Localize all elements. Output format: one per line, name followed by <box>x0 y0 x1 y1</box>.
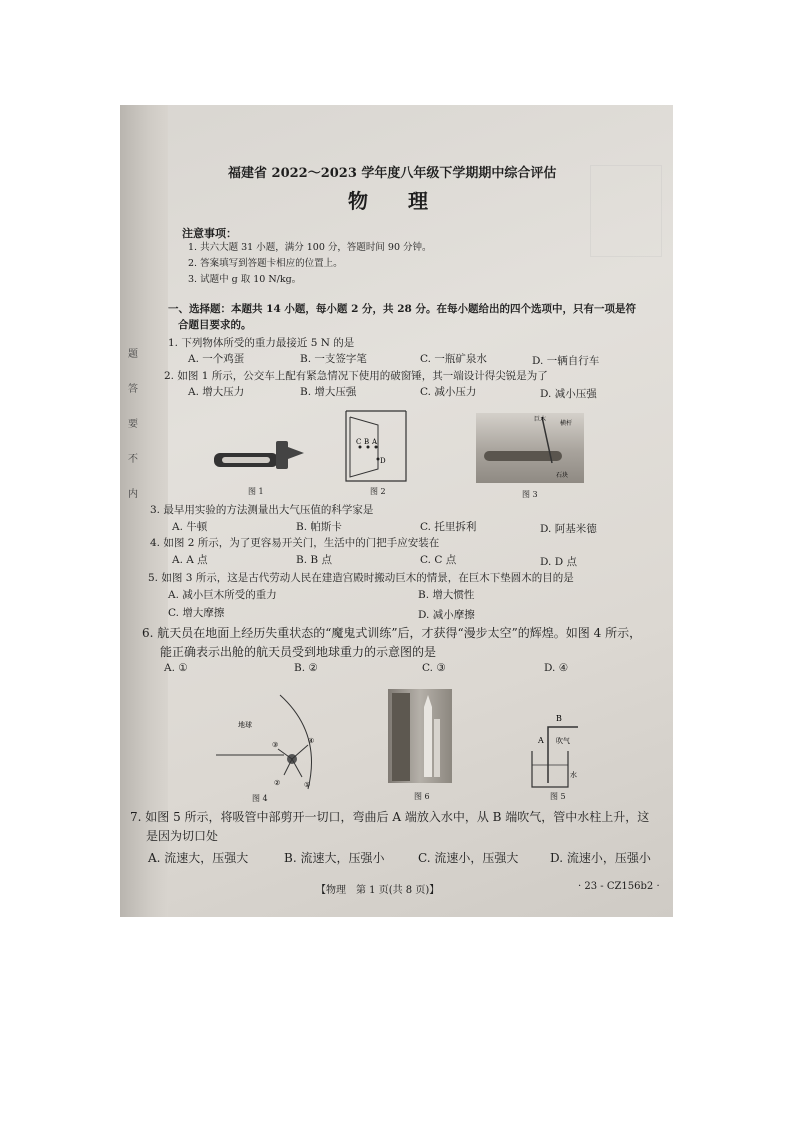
question-stem: 6. 航天员在地面上经历失重状态的“魔鬼式训练”后，才获得“漫步太空”的辉煌。如图 4 所示， <box>142 626 642 640</box>
notes-heading: 注意事项： <box>182 227 237 240</box>
question-stem: 3. 最早用实验的方法测量出大气压值的科学家是 <box>150 504 374 516</box>
option: C. 流速小，压强大 <box>418 851 519 865</box>
margin-seal-char: 题 <box>128 349 138 360</box>
question-stem-cont: 能正确表示出舱的航天员受到地球重力的示意图的是 <box>160 645 437 659</box>
option: A. A 点 <box>172 554 208 566</box>
figure-caption: 图 3 <box>522 490 538 499</box>
option: A. 一个鸡蛋 <box>188 353 245 365</box>
option: B. B 点 <box>296 554 332 566</box>
option: A. 牛顿 <box>172 521 208 533</box>
figure-3-overlay <box>476 413 584 483</box>
subject-title: 物理 <box>348 189 468 213</box>
option: D. 一辆自行车 <box>532 355 600 367</box>
figure-2-door <box>338 407 414 483</box>
fig5-label-a: A <box>538 736 544 745</box>
page-footer: 【物理 第 1 页(共 8 页)】 <box>316 885 440 896</box>
option: D. 流速小，压强小 <box>550 851 651 865</box>
section-heading-cont: 合题目要求的。 <box>178 319 252 331</box>
question-stem: 4. 如图 2 所示，为了更容易开关门，生活中的门把手应安装在 <box>150 537 440 549</box>
fig3-label-log: 巨木 <box>534 416 547 423</box>
figure-caption: 图 6 <box>414 792 430 801</box>
margin-seal-char: 要 <box>128 419 138 430</box>
bleed-through-texture <box>590 165 662 257</box>
option: B. ② <box>294 662 318 674</box>
fig3-label-lever: 横杆 <box>560 420 573 427</box>
question-stem: 1. 下列物体所受的重力最接近 5 N 的是 <box>168 337 355 349</box>
figure-6-rocket <box>388 689 452 783</box>
margin-seal-char: 内 <box>128 489 138 500</box>
option: D. 减小摩擦 <box>418 609 475 621</box>
option: C. 托里拆利 <box>420 521 477 533</box>
option: C. 减小压力 <box>420 386 477 398</box>
option: A. 减小巨木所受的重力 <box>168 589 277 601</box>
fig5-label-b: B <box>556 714 562 723</box>
figure-caption: 图 4 <box>252 794 268 803</box>
exam-title: 福建省 2022～2023 学年度八年级下学期期中综合评估 <box>228 166 557 181</box>
option: A. ① <box>164 662 188 674</box>
option: C. C 点 <box>420 554 457 566</box>
fig2-point-c: C <box>356 438 362 446</box>
fig2-point-b: B <box>364 438 370 446</box>
exam-code: · 23 - CZ156b2 · <box>578 881 660 892</box>
fig4-mark-2: ② <box>274 779 281 787</box>
option: C. ③ <box>422 662 446 674</box>
fig4-mark-4: ④ <box>308 737 315 745</box>
fig3-label-stone: 石块 <box>556 472 569 479</box>
question-stem: 2. 如图 1 所示，公交车上配有紧急情况下使用的破窗锤，其一端设计得尖锐是为了 <box>164 370 548 382</box>
note-item: 3. 试题中 g 取 10 N/kg。 <box>188 274 302 285</box>
margin-seal-char: 答 <box>128 384 138 395</box>
fig4-mark-3: ③ <box>272 741 279 749</box>
section-heading: 一、选择题：本题共 14 小题，每小题 2 分，共 28 分。在每小题给出的四个选项中，只有一项是符 <box>168 303 636 315</box>
option: D. D 点 <box>540 556 577 568</box>
note-item: 2. 答案填写到答题卡相应的位置上。 <box>188 258 343 269</box>
figure-caption: 图 1 <box>248 487 264 496</box>
option: B. 增大惯性 <box>418 589 475 601</box>
fig2-point-d: D <box>380 457 386 465</box>
figure-1-hammer <box>208 433 308 483</box>
fig4-earth-label: 地球 <box>238 721 252 729</box>
option: B. 流速大，压强小 <box>284 851 385 865</box>
figure-caption: 图 2 <box>370 487 386 496</box>
option: D. ④ <box>544 662 569 674</box>
option: A. 流速大，压强大 <box>148 851 249 865</box>
figure-caption: 图 5 <box>550 792 566 801</box>
option: A. 增大压力 <box>188 386 245 398</box>
question-stem-cont: 是因为切口处 <box>146 829 219 843</box>
option: D. 减小压强 <box>540 388 597 400</box>
option: D. 阿基米德 <box>540 523 597 535</box>
option: B. 增大压强 <box>300 386 357 398</box>
option: C. 一瓶矿泉水 <box>420 353 487 365</box>
option: B. 一支签字笔 <box>300 353 367 365</box>
option: B. 帕斯卡 <box>296 521 342 533</box>
option: C. 增大摩擦 <box>168 607 225 619</box>
fig5-label-blow: 吹气 <box>556 737 570 745</box>
fig4-mark-1: ① <box>304 781 311 789</box>
figure-4-astronaut <box>210 693 340 793</box>
photographed-exam-page <box>120 105 673 917</box>
note-item: 1. 共六大题 31 小题，满分 100 分，答题时间 90 分钟。 <box>188 242 432 253</box>
question-stem: 5. 如图 3 所示，这是古代劳动人民在建造宫殿时搬动巨木的情景，在巨木下垫圆木的目的是 <box>148 572 574 584</box>
margin-seal-char: 不 <box>128 454 138 465</box>
question-stem: 7. 如图 5 所示，将吸管中部剪开一切口，弯曲后 A 端放入水中，从 B 端吹气，管中水柱上升，这 <box>130 810 650 824</box>
fig5-label-water: 水 <box>570 771 577 779</box>
figure-5-straw-beaker <box>518 711 596 789</box>
fig2-point-a: A <box>372 438 378 446</box>
